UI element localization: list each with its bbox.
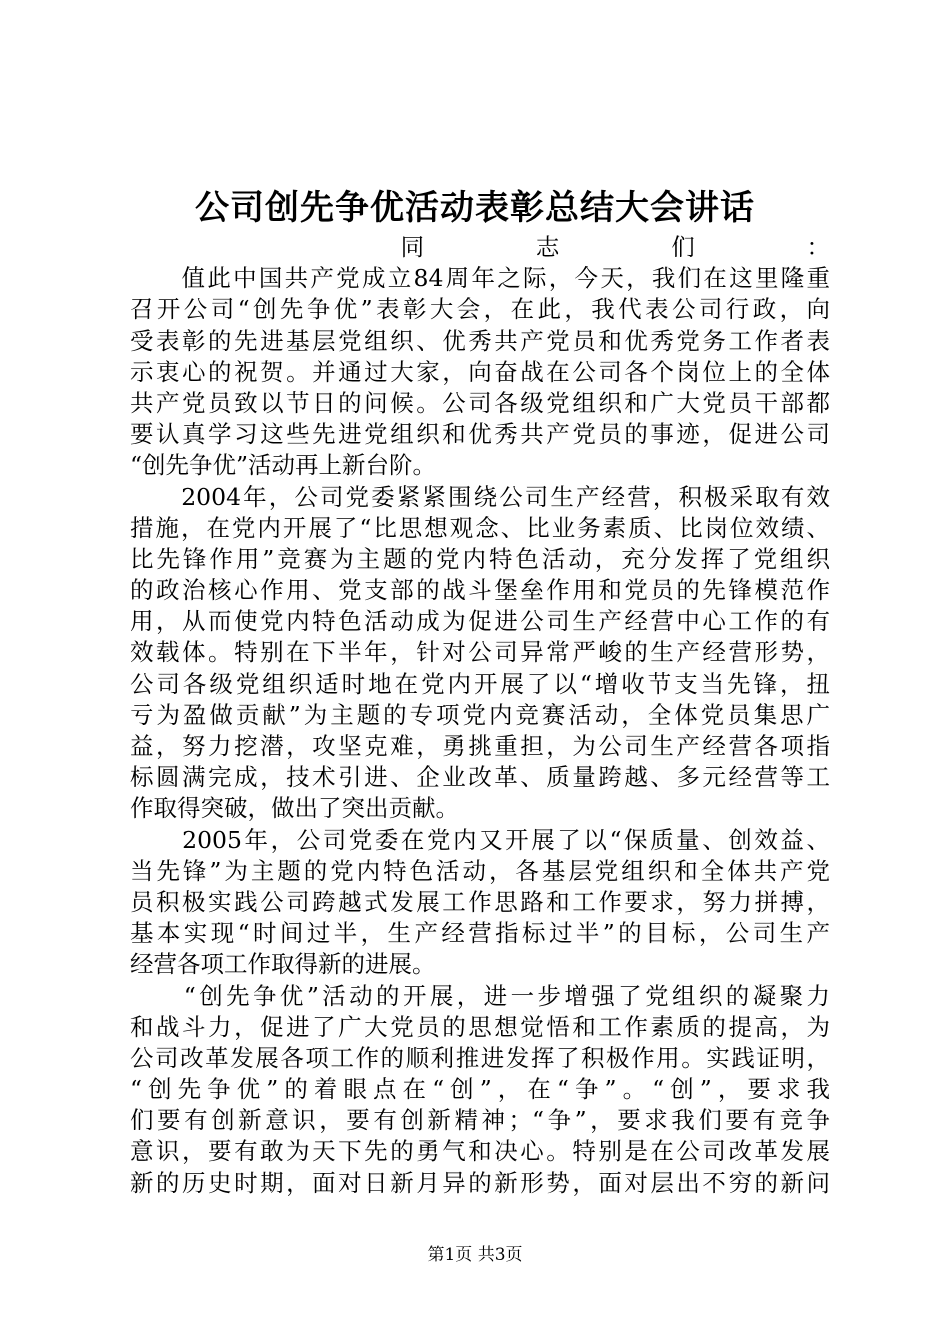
document-body — [130, 232, 830, 1199]
body-line: 新的历史时期，面对日新月异的新形势，面对层出不穷的新问 — [130, 1168, 830, 1197]
body-line: 标圆满完成，技术引进、企业改革、质量跨越、多元经营等工 — [130, 763, 830, 792]
body-line: 益，努力挖潜，攻坚克难，勇挑重担，为公司生产经营各项指 — [130, 732, 830, 760]
body-line: 的政治核心作用、党支部的战斗堡垒作用和党员的先锋模范作 — [130, 576, 830, 605]
body-line: 受表彰的先进基层党组织、优秀共产党员和优秀党务工作者表 — [130, 326, 830, 355]
document-title: 公司创先争优活动表彰总结大会讲话 — [195, 188, 755, 228]
body-line: 值此中国共产党成立84周年之际，今天，我们在这里隆重 — [130, 264, 830, 293]
body-line: 作取得突破，做出了突出贡献。 — [130, 794, 459, 823]
body-line: 措施，在党内开展了“比思想观念、比业务素质、比岗位效绩、 — [130, 513, 830, 542]
body-line: 公司各级党组织适时地在党内开展了以“增收节支当先锋，扭 — [130, 669, 830, 698]
body-line: 要认真学习这些先进党组织和优秀共产党员的事迹，促进公司 — [130, 420, 830, 449]
body-line: 同志们： — [130, 233, 830, 261]
body-line: 比先锋作用”竞赛为主题的党内特色活动，充分发挥了党组织 — [130, 544, 830, 573]
body-line: 公司改革发展各项工作的顺利推进发挥了积极作用。实践证明， — [130, 1043, 830, 1072]
body-line: 召开公司“创先争优”表彰大会，在此，我代表公司行政，向 — [130, 295, 830, 324]
body-line: 用，从而使党内特色活动成为促进公司生产经营中心工作的有 — [130, 607, 830, 636]
body-line: 效载体。特别在下半年，针对公司异常严峻的生产经营形势， — [130, 638, 830, 667]
body-line: “创先争优”活动的开展，进一步增强了党组织的凝聚力 — [130, 981, 830, 1010]
body-line: 亏为盈做贡献”为主题的专项党内竞赛活动，全体党员集思广 — [130, 700, 830, 729]
body-line: 当先锋”为主题的党内特色活动，各基层党组织和全体共产党 — [130, 856, 830, 885]
body-line: 经营各项工作取得新的进展。 — [130, 950, 436, 979]
body-line: 2004年，公司党委紧紧围绕公司生产经营，积极采取有效 — [130, 482, 830, 511]
body-line: “创先争优”的着眼点在“创”，在“争”。“创”，要求我 — [130, 1075, 830, 1104]
body-line: 们要有创新意识，要有创新精神；“争”，要求我们要有竞争 — [130, 1106, 830, 1135]
body-line: 意识，要有敢为天下先的勇气和决心。特别是在公司改革发展 — [130, 1137, 830, 1166]
body-line: 示衷心的祝贺。并通过大家，向奋战在公司各个岗位上的全体 — [130, 357, 830, 386]
body-line: 基本实现“时间过半，生产经营指标过半”的目标，公司生产 — [130, 919, 830, 948]
body-line: 员积极实践公司跨越式发展工作思路和工作要求，努力拼搏， — [130, 887, 830, 916]
body-line: 共产党员致以节日的问候。公司各级党组织和广大党员干部都 — [130, 388, 830, 417]
page-footer: 第1页 共3页 — [427, 1245, 523, 1265]
body-line: “创先争优”活动再上新台阶。 — [130, 451, 437, 480]
body-line: 和战斗力，促进了广大党员的思想觉悟和工作素质的提高，为 — [130, 1012, 830, 1041]
body-line: 2005年，公司党委在党内又开展了以“保质量、创效益、 — [130, 825, 830, 854]
